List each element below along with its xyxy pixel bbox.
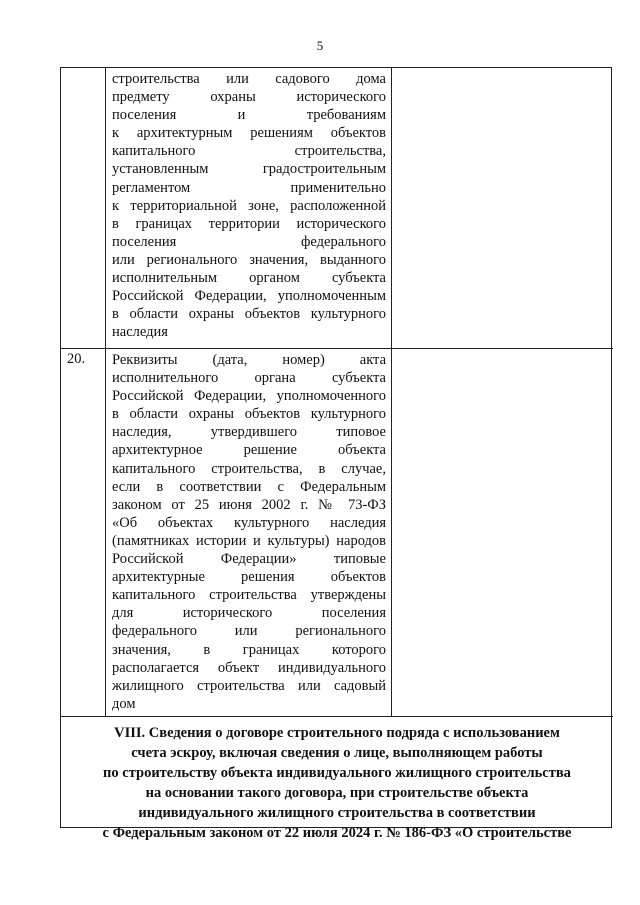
row-separator (61, 348, 613, 349)
text-line: наследия (112, 324, 168, 341)
text-line: располагается объект индивидуального (112, 659, 386, 676)
text-line: в границах территории исторического (112, 215, 386, 232)
text-line: капитального строительства утверждены (112, 587, 386, 604)
text-line: капитального строительства, (112, 143, 386, 160)
heading-line: индивидуального жилищного строительства в соответствии (138, 805, 536, 822)
requisites-table (60, 67, 612, 842)
text-line: дом (112, 695, 136, 712)
text-line: исполнительным органом субъекта (112, 270, 386, 287)
row-separator (61, 716, 613, 717)
text-line: наследия, утвердившего типовое (112, 424, 386, 441)
text-line: «Об объектах культурного наследия (112, 514, 386, 531)
text-line: исполнительного органа субъекта (112, 370, 386, 387)
heading-line: на основании такого договора, при строительстве объекта (145, 785, 529, 802)
text-line: поселения и требованиям (112, 107, 386, 124)
text-line: строительства или садового дома (112, 71, 386, 87)
text-line: федерального или регионального (112, 623, 386, 640)
text-line: значения, в границах которого (112, 641, 386, 658)
heading-line: VIII. Сведения о договоре строительного подряда с использованием (114, 725, 560, 741)
text-line: Российской Федерации, уполномоченного (112, 388, 386, 405)
text-line: предмету охраны исторического (112, 89, 386, 106)
text-line: к архитектурным решениям объектов (112, 125, 386, 142)
text-line: (памятниках истории и культуры) народов (112, 532, 386, 549)
text-line: архитектурное решение объекта (112, 442, 386, 459)
heading-line: с Федеральным законом от 22 июля 2024 г. № 186-ФЗ «О строительстве (102, 825, 572, 842)
text-line: поселения федерального (112, 233, 386, 250)
row-number: 20. (67, 351, 86, 367)
text-line: к территориальной зоне, расположенной (112, 197, 386, 214)
text-line: жилищного строительства или садовый (112, 677, 386, 694)
text-line: в области охраны объектов культурного (112, 406, 386, 423)
text-line: Реквизиты (дата, номер) акта (112, 352, 386, 368)
text-line: архитектурные решения объектов (112, 569, 386, 586)
text-line: установленным градостроительным (112, 161, 386, 178)
text-line: законом от 25 июня 2002 г. № 73-ФЗ (112, 496, 386, 513)
column-separator (391, 68, 392, 716)
page-number: 5 (316, 38, 324, 53)
section-heading (61, 723, 613, 844)
row-description (112, 351, 386, 713)
text-line: Российской Федерации» типовые (112, 551, 386, 568)
heading-line: счета эскроу, включая сведения о лице, выполняющем работы (131, 745, 543, 762)
text-line: капитального строительства, в случае, (112, 460, 386, 477)
text-line: если в соответствии с Федеральным (112, 478, 386, 495)
text-line: регламентом применительно (112, 179, 386, 196)
text-line: или регионального значения, выданного (112, 251, 386, 268)
text-line: Российской Федерации, уполномоченным (112, 288, 386, 305)
text-line: в области охраны объектов культурного (112, 306, 386, 323)
row-description (112, 70, 386, 341)
column-separator (105, 68, 106, 716)
text-line: для исторического поселения (112, 605, 386, 622)
heading-line: по строительству объекта индивидуального жилищного строительства (103, 765, 571, 782)
